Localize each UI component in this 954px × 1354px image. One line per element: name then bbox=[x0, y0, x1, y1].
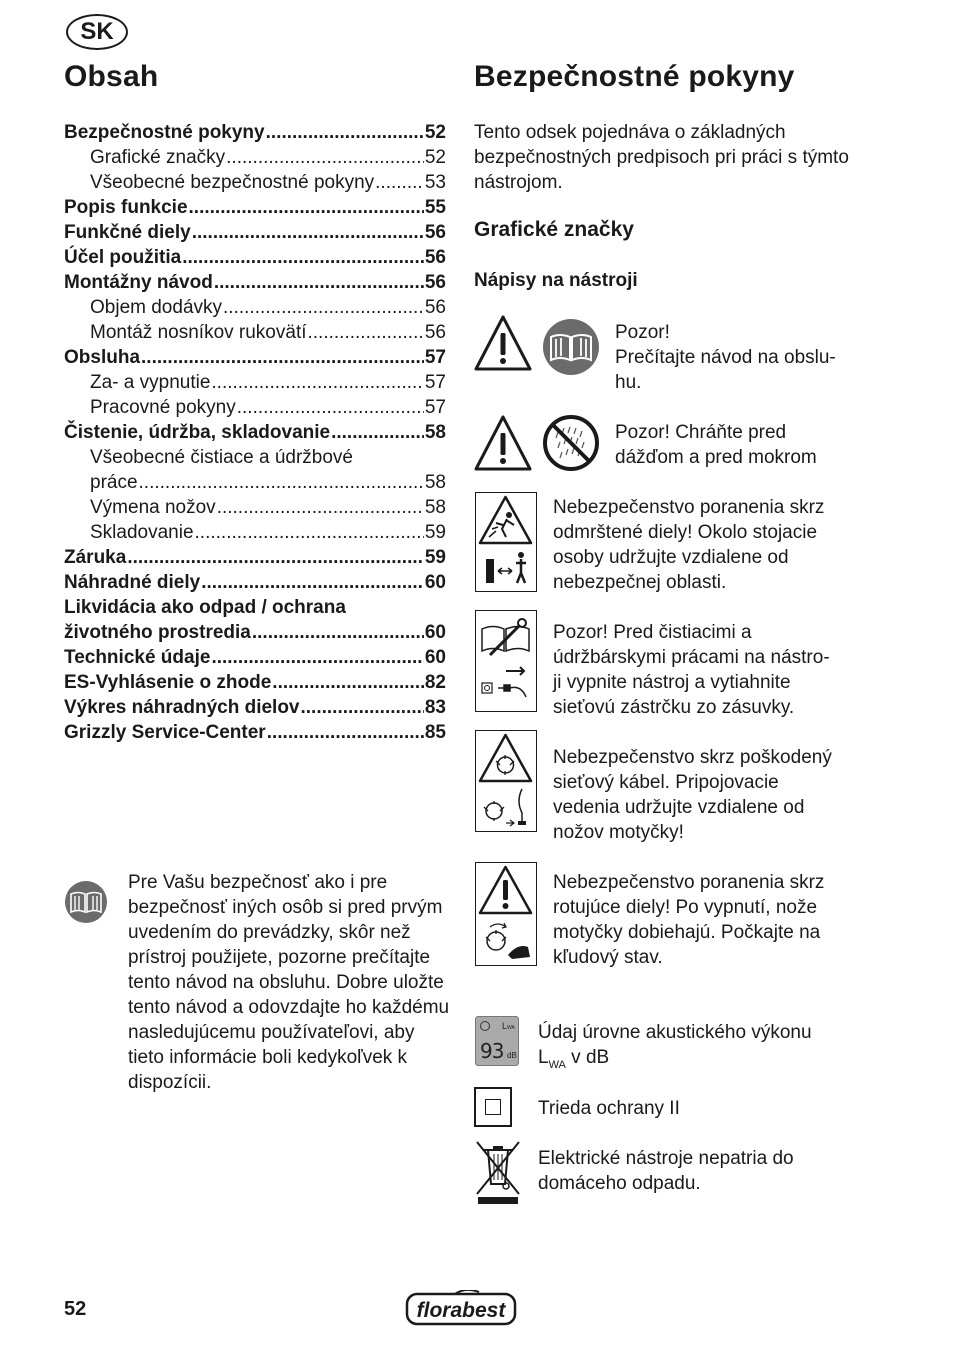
page-number: 52 bbox=[64, 1298, 87, 1320]
toc-leader-dots bbox=[211, 370, 423, 395]
toc-leader-dots bbox=[252, 620, 424, 645]
sound-level-icon bbox=[475, 1016, 519, 1066]
toc-leader-dots bbox=[195, 520, 424, 545]
read-manual-icon bbox=[64, 880, 108, 924]
toc-entry-page: 52 bbox=[424, 122, 446, 143]
toc-entry-title: Funkčné diely bbox=[64, 222, 191, 243]
toc-entry-title: Záruka bbox=[64, 547, 127, 568]
toc-leader-dots bbox=[211, 645, 423, 670]
toc-leader-dots bbox=[223, 295, 424, 320]
toc-entry bbox=[64, 470, 446, 495]
toc-leader-dots bbox=[301, 695, 424, 720]
toc-entry bbox=[64, 245, 446, 270]
toc-leader-dots bbox=[189, 195, 424, 220]
toc-entry-title: Čistenie, údržba, skladovanie bbox=[64, 422, 331, 443]
toc-leader-dots bbox=[192, 220, 424, 245]
toc-entry-page: 56 bbox=[424, 222, 446, 243]
toc-entry-title: Všeobecné bezpečnostné pokyny bbox=[90, 172, 375, 193]
toc-entry-page: 55 bbox=[424, 197, 446, 218]
toc-entry-page: 56 bbox=[424, 322, 446, 343]
toc-entry-page: 58 bbox=[424, 497, 446, 518]
toc-entry-title: Za- a vypnutie bbox=[90, 372, 211, 393]
toc-entry-page: 56 bbox=[424, 297, 446, 318]
toc-entry-title: Montážny návod bbox=[64, 272, 213, 293]
toc-entry-title: Grizzly Service-Center bbox=[64, 722, 266, 743]
unplug-before-maintenance-icon bbox=[475, 610, 537, 712]
toc-entry bbox=[64, 570, 446, 595]
toc-entry bbox=[64, 645, 446, 670]
crossed-bin-icon bbox=[474, 1140, 522, 1206]
sound-icon-unit: dB bbox=[507, 1051, 517, 1060]
toc-entry bbox=[64, 445, 446, 470]
toc-entry-page: 82 bbox=[424, 672, 446, 693]
toc-leader-dots bbox=[214, 270, 424, 295]
toc-entry bbox=[64, 395, 446, 420]
toc-entry-title: Grafické značky bbox=[90, 147, 226, 168]
toc-entry-page: 60 bbox=[424, 647, 446, 668]
toc-entry bbox=[64, 370, 446, 395]
toc-leader-dots bbox=[217, 495, 424, 520]
toc-entry-page: 56 bbox=[424, 272, 446, 293]
toc-leader-dots bbox=[267, 720, 424, 745]
toc-entry-page: 52 bbox=[424, 147, 446, 168]
toc-entry bbox=[64, 420, 446, 445]
toc-leader-dots bbox=[375, 170, 424, 195]
toc-entry-title: Pracovné pokyny bbox=[90, 397, 236, 418]
warning-triangle-icon bbox=[474, 314, 532, 372]
toc-leader-dots bbox=[182, 245, 424, 270]
symbol-text-4: Pozor! Pred čistiacimi a údržbárskymi prácami na nástro- ji vypnite nástroj a vytiahnite sieťovú zástrčku zo zásuvky. bbox=[553, 622, 830, 718]
protection-class-ii-icon bbox=[474, 1087, 512, 1127]
toc-leader-dots bbox=[127, 545, 424, 570]
toc-entry-page: 83 bbox=[424, 697, 446, 718]
disposal-text: Elektrické nástroje nepatria do domáceho odpadu. bbox=[538, 1148, 794, 1194]
intro-text: Tento odsek pojednáva o základných bezpečnostných predpisoch pri práci s týmto nástrojom. bbox=[474, 122, 849, 193]
toc-entry bbox=[64, 170, 446, 195]
read-manual-icon bbox=[542, 318, 600, 376]
protection-class-text: Trieda ochrany II bbox=[538, 1098, 680, 1119]
toc-entry bbox=[64, 295, 446, 320]
toc-entry-title: Obsluha bbox=[64, 347, 141, 368]
toc-entry-title: životného prostredia bbox=[64, 622, 251, 643]
language-badge: SK bbox=[66, 14, 128, 50]
toc-entry bbox=[64, 195, 446, 220]
sound-icon-value: 93 bbox=[480, 1039, 504, 1063]
warning-triangle-icon bbox=[474, 414, 532, 472]
toc-entry-page: 85 bbox=[424, 722, 446, 743]
toc-entry-title: Účel použitia bbox=[64, 247, 182, 268]
toc-entry bbox=[64, 220, 446, 245]
symbol-text-2: Pozor! Chráňte pred dážďom a pred mokrom bbox=[615, 422, 817, 468]
toc-entry-title: Výmena nožov bbox=[90, 497, 216, 518]
toc-entry-page: 53 bbox=[424, 172, 446, 193]
svg-text:florabest: florabest bbox=[416, 1299, 506, 1322]
toc-entry-page: 57 bbox=[424, 397, 446, 418]
toc-entry bbox=[64, 270, 446, 295]
labels-heading: Nápisy na nástroji bbox=[474, 270, 638, 291]
toc-leader-dots bbox=[272, 670, 424, 695]
toc-entry bbox=[64, 345, 446, 370]
toc-entry bbox=[64, 670, 446, 695]
thrown-objects-icon bbox=[475, 492, 537, 592]
toc-entry bbox=[64, 495, 446, 520]
toc-leader-dots bbox=[139, 470, 424, 495]
toc-entry-title: Výkres náhradných dielov bbox=[64, 697, 300, 718]
toc-entry bbox=[64, 120, 446, 145]
safety-notice: Pre Vašu bezpečnosť ako i pre bezpečnosť iných osôb si pred prvým uvedením do prevádzky, skôr než prístroj použijete, pozorne prečítajte tento návod na obsluhu. Dobre uložte tento návod a odovzdajte ho každému nasledujúcemu používateľovi, aby tieto informácie boli kedykoľvek k dispozícii. bbox=[128, 872, 450, 1093]
toc-leader-dots bbox=[201, 570, 424, 595]
symbol-text-3: Nebezpečenstvo poranenia skrz odmrštené diely! Okolo stojacie osoby udržujte vzdialene od nebezpečnej oblasti. bbox=[553, 497, 825, 593]
sound-icon-label: LWA bbox=[502, 1021, 515, 1031]
toc-entry-page: 59 bbox=[424, 522, 446, 543]
toc-entry-title: Bezpečnostné pokyny bbox=[64, 122, 265, 143]
toc-entry-title: práce bbox=[90, 472, 138, 493]
symbol-text-1: Pozor! Prečítajte návod na obslu- hu. bbox=[615, 322, 836, 393]
toc-entry-page: 56 bbox=[424, 247, 446, 268]
toc-leader-dots bbox=[308, 320, 424, 345]
toc-entry bbox=[64, 620, 446, 645]
toc-leader-dots bbox=[141, 345, 424, 370]
toc-entry bbox=[64, 145, 446, 170]
subsection-title: Grafické značky bbox=[474, 218, 634, 241]
no-rain-icon bbox=[542, 414, 600, 472]
toc-leader-dots bbox=[226, 145, 424, 170]
toc-entry-title: ES-Vyhlásenie o zhode bbox=[64, 672, 272, 693]
section-title: Bezpečnostné pokyny bbox=[474, 60, 795, 93]
toc-entry bbox=[64, 695, 446, 720]
sound-level-text: Údaj úrovne akustického výkonu $L_{WA}$ v dB bbox=[538, 1022, 812, 1071]
toc-entry bbox=[64, 320, 446, 345]
toc-entry-title: Objem dodávky bbox=[90, 297, 223, 318]
toc-entry-page: 60 bbox=[424, 572, 446, 593]
toc-leader-dots bbox=[266, 120, 424, 145]
toc-entry-title: Popis funkcie bbox=[64, 197, 188, 218]
speaker-icon bbox=[480, 1021, 490, 1031]
rotating-parts-icon bbox=[475, 862, 537, 966]
toc-leader-dots bbox=[237, 395, 424, 420]
toc-entry-page: 60 bbox=[424, 622, 446, 643]
symbol-text-5: Nebezpečenstvo skrz poškodený sieťový kábel. Pripojovacie vedenia udržujte vzdialene od nožov motyčky! bbox=[553, 747, 832, 843]
toc-entry-page: 58 bbox=[424, 472, 446, 493]
toc-leader-dots bbox=[331, 420, 424, 445]
toc-entry bbox=[64, 520, 446, 545]
toc-entry-page: 59 bbox=[424, 547, 446, 568]
toc-entry-title: Všeobecné čistiace a údržbové bbox=[90, 447, 353, 468]
symbol-text-6: Nebezpečenstvo poranenia skrz rotujúce diely! Po vypnutí, nože motyčky dobiehajú. Počkajte na kľudový stav. bbox=[553, 872, 825, 968]
table-of-contents bbox=[64, 120, 446, 745]
toc-entry-title: Náhradné diely bbox=[64, 572, 201, 593]
toc-entry-title: Likvidácia ako odpad / ochrana bbox=[64, 597, 346, 618]
toc-entry-page: 57 bbox=[424, 372, 446, 393]
toc-entry-page: 57 bbox=[424, 347, 446, 368]
toc-entry-title: Skladovanie bbox=[90, 522, 194, 543]
toc-entry-title: Technické údaje bbox=[64, 647, 211, 668]
toc-entry bbox=[64, 720, 446, 745]
toc-entry bbox=[64, 595, 446, 620]
florabest-logo bbox=[405, 1290, 517, 1328]
toc-entry-page: 58 bbox=[424, 422, 446, 443]
toc-entry bbox=[64, 545, 446, 570]
toc-title: Obsah bbox=[64, 60, 159, 93]
damaged-cable-icon bbox=[475, 730, 537, 832]
toc-entry-title: Montáž nosníkov rukovätí bbox=[90, 322, 307, 343]
